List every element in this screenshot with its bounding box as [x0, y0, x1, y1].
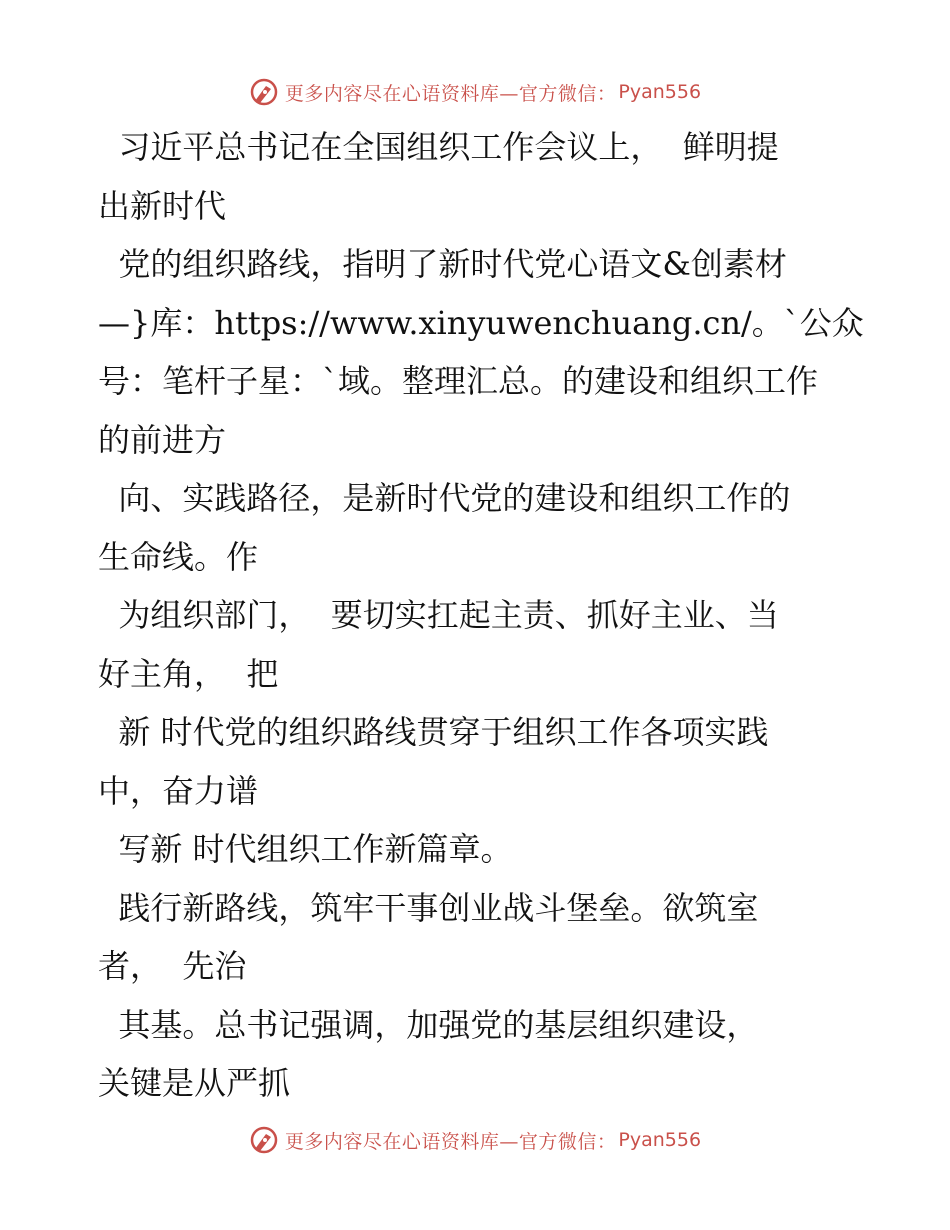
text-line: 号：笔杆子星：`域。整理汇总。的建设和组织工作 [98, 362, 819, 400]
header-banner [0, 72, 950, 112]
text-line: 新 时代党的组织路线贯穿于组织工作各项实践 [98, 713, 769, 751]
footer-banner-text: 更多内容尽在心语资料库—官方微信： [284, 1130, 617, 1153]
pen-nib-logo-icon [249, 1125, 279, 1155]
pen-nib-logo-icon [249, 77, 279, 107]
text-line: 为组织部门， 要切实扛起主责、抓好主业、当 [98, 596, 779, 634]
text-line: 党的组织路线，指明了新时代党心语文&创素材 [98, 245, 787, 283]
document-body [98, 118, 864, 1113]
text-line: 的前进方 [98, 420, 227, 459]
text-line: 中，奋力谱 [98, 771, 259, 810]
text-line: 者， 先治 [98, 947, 247, 985]
text-line: 关键是从严抓 [98, 1064, 291, 1102]
footer-wechat-id: Pyan556 [618, 1129, 702, 1151]
text-line: 其基。总书记强调，加强党的基层组织建设， [98, 1005, 759, 1044]
header-banner-text: 更多内容尽在心语资料库—官方微信： [284, 82, 617, 105]
text-line: 习近平总书记在全国组织工作会议上， 鲜明提 [98, 128, 779, 166]
text-line: 生命线。作 [98, 537, 259, 576]
text-line: 践行新路线，筑牢干事创业战斗堡垒。欲筑室 [98, 888, 759, 927]
text-line: 写新 时代组织工作新篇章。 [98, 830, 513, 868]
text-line: —}库：https://www.xinyuwenchuang.cn/。`公众 [98, 303, 864, 342]
header-wechat-id: Pyan556 [618, 81, 702, 103]
footer-banner [0, 1120, 950, 1160]
text-line: 向、实践路径，是新时代党的建设和组织工作的 [98, 479, 791, 517]
text-line: 出新时代 [98, 186, 227, 225]
text-line: 好主角， 把 [98, 654, 279, 693]
